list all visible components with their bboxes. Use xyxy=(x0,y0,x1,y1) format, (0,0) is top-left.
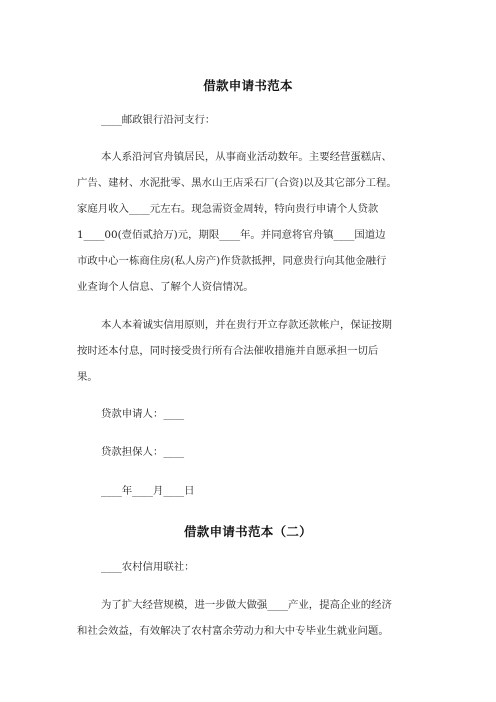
document-title: 借款申请书范本 xyxy=(203,78,293,93)
paragraph-line: 市政中心一栋商住房(私人房产)作贷款抵押，同意贵行向其他金融行 xyxy=(77,255,387,267)
paragraph-line: 本人系沿河官舟镇居民，从事商业活动数年。主要经营蛋糕店、 xyxy=(101,151,392,163)
paragraph-line: 本人本着诚实信用原则，并在贵行开立存款还款帐户，保证按期 xyxy=(101,319,392,331)
document-title-second: 借款申请书范本（二） xyxy=(183,524,312,539)
salutation-line: ____邮政银行沿河支行： xyxy=(101,114,216,126)
paragraph-line: 果。 xyxy=(77,371,98,383)
paragraph-line: 1____00(壹佰贰拾万)元，期限____年。并同意将官舟镇____国道边 xyxy=(77,229,386,241)
paragraph-line: 和社会效益，有效解决了农村富余劳动力和大中专毕业生就业问题。 xyxy=(77,625,389,637)
paragraph-line: 家庭月收入____元左右。现急需资金周转，特向贵行申请个人贷款 xyxy=(77,203,379,215)
paragraph-line: 广告、建材、水泥批零、黑水山王店采石厂(合资)以及其它部分工程。 xyxy=(77,177,397,189)
applicant-signature-line: 贷款申请人：____ xyxy=(101,408,185,420)
paragraph-line: 按时还本付息，同时接受贵行所有合法催收措施并自愿承担一切后 xyxy=(77,345,379,357)
paragraph-line: 为了扩大经营规模，进一步做大做强____产业，提高企业的经济 xyxy=(101,599,392,611)
salutation-line: ____农村信用联社： xyxy=(101,561,195,573)
paragraph-line: 业查询个人信息、了解个人资信情况。 xyxy=(77,281,254,293)
guarantor-signature-line: 贷款担保人：____ xyxy=(101,446,185,458)
date-line: ____年____月____日 xyxy=(101,485,195,497)
